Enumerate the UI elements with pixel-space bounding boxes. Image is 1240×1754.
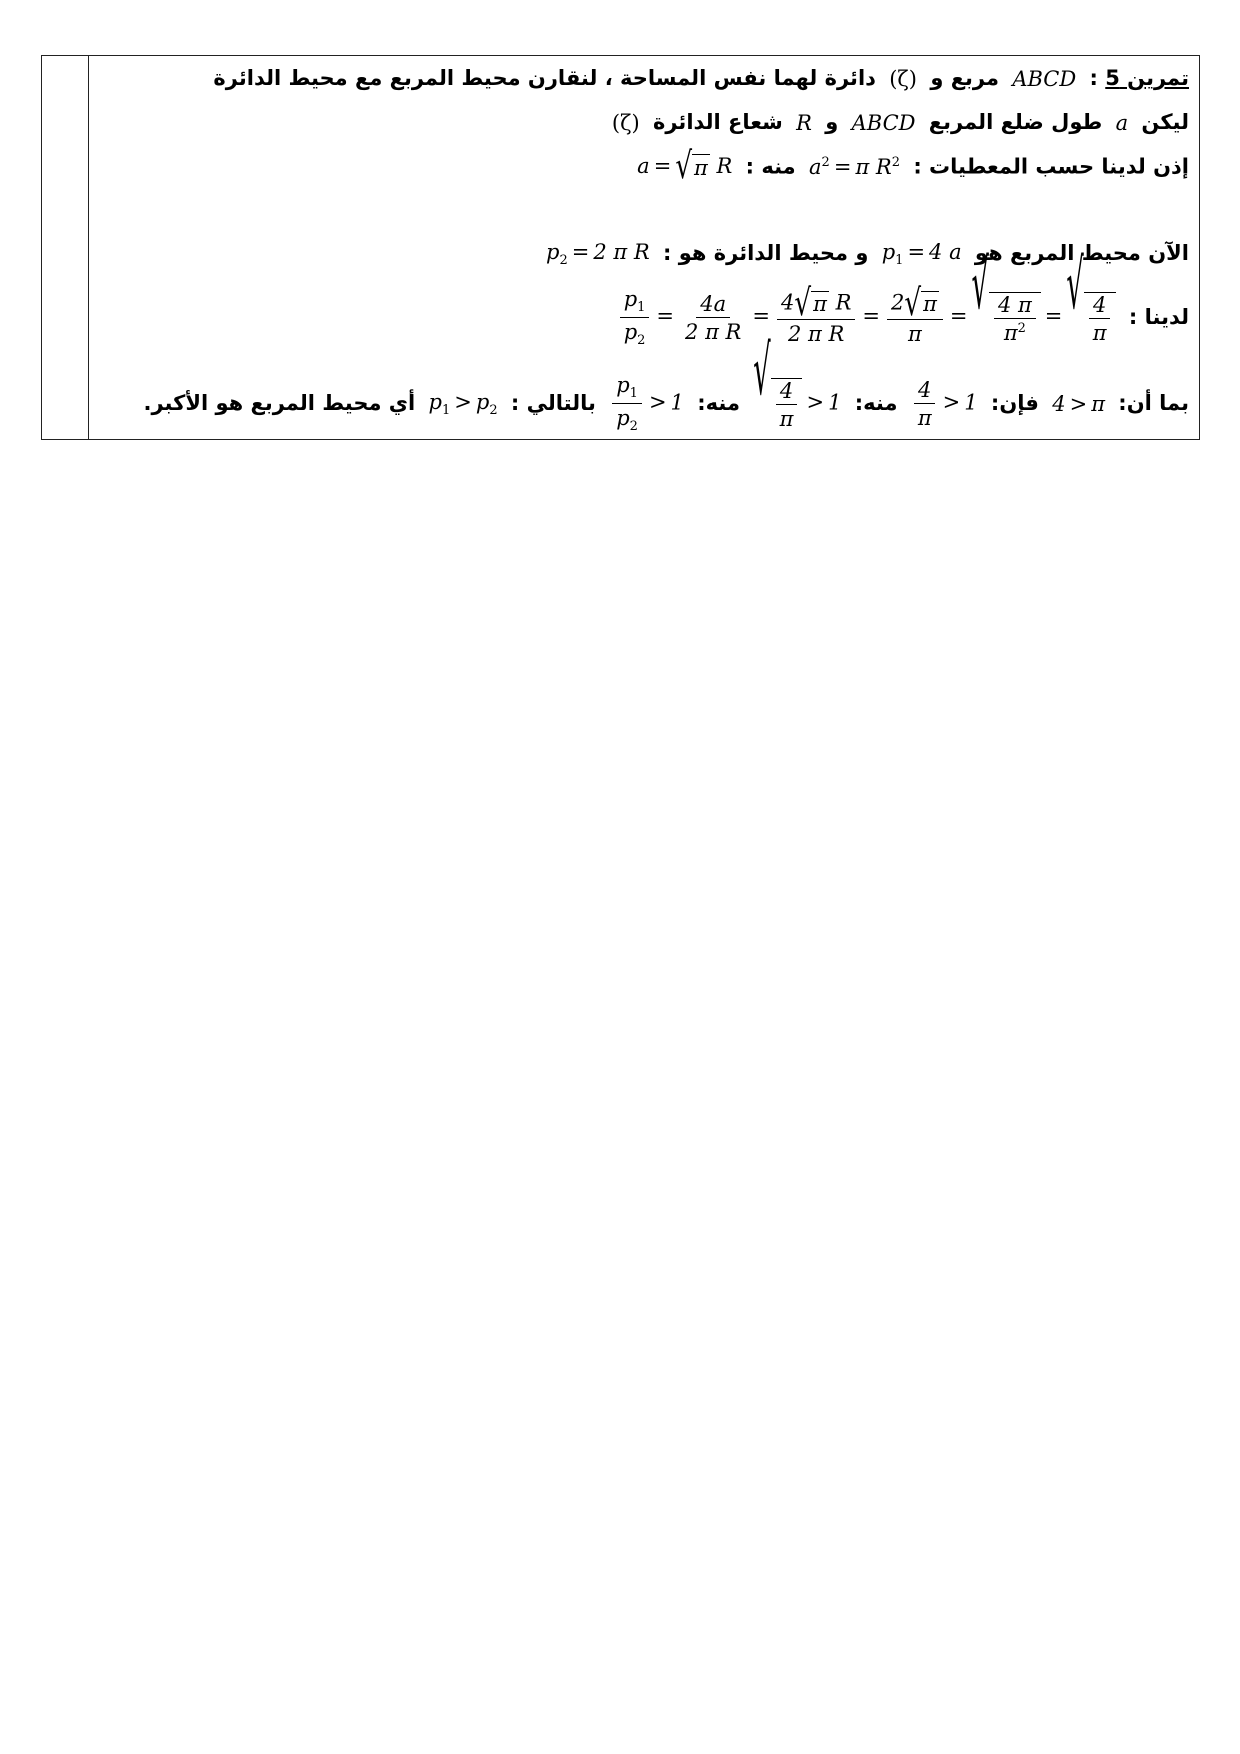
math-ratio-chain: $\frac{p_1}{p_2}$ = $\frac{4a}{\text{2 π R}}$ = 4 √ π R 2 π R = 2 √ π π = √ $\frac{4 \pi}{\pi^2}$ = √ $\frac{4}{\pi}$ xyxy=(617,288,1116,348)
text: أي محيط المربع هو الأكبر. xyxy=(143,390,416,415)
text: فإن: xyxy=(983,390,1039,415)
text: بما أن: xyxy=(1111,390,1189,415)
text: طول ضلع المربع xyxy=(921,110,1110,134)
math-abcd: ABCD xyxy=(851,111,916,135)
perimeters-line xyxy=(540,240,1189,268)
text: مربع و xyxy=(923,66,1007,90)
math-a: a xyxy=(1115,111,1129,135)
definition-line xyxy=(606,110,1189,135)
math-p1-gt-p2: $p_1 > p_2$ xyxy=(428,389,498,418)
text: و xyxy=(817,110,846,134)
text: لدينا : xyxy=(1121,304,1189,329)
math-ratio-gt-one: $\frac{p_1}{p_2}$ > 1 xyxy=(609,374,684,434)
text: منه: xyxy=(847,390,898,415)
margin-column xyxy=(42,56,89,439)
math-a-equals-sqrt-pi-r: a = √ π R xyxy=(637,146,733,189)
text: بالتالي : xyxy=(503,390,596,415)
text: الآن محيط المربع هو xyxy=(967,241,1189,266)
exercise-table xyxy=(41,55,1200,440)
exercise-title: تمرين 5 xyxy=(1105,66,1189,90)
text: و محيط الدائرة هو : xyxy=(655,241,869,266)
math-sqrt-gt-one: √ $\frac{4}{\pi}$ > 1 xyxy=(753,333,842,431)
area-equation-line xyxy=(631,146,1189,189)
conclusion-line xyxy=(143,333,1190,435)
math-zeta: (ζ) xyxy=(889,67,918,91)
math-zeta: (ζ) xyxy=(611,111,640,135)
text: ليكن xyxy=(1134,110,1189,134)
math-r: R xyxy=(796,111,812,135)
statement-line xyxy=(213,66,1189,91)
text: دائرة لهما نفس المساحة ، لنقارن محيط المربع مع محيط الدائرة xyxy=(213,66,884,90)
math-four-over-pi-gt-one: $\frac{4}{\pi}$ > 1 xyxy=(911,379,978,429)
math-four-gt-pi: 4 > π xyxy=(1052,391,1105,416)
colon: : xyxy=(1082,66,1106,90)
text: منه: xyxy=(689,390,740,415)
math-p2: $p_2 = 2$ π R xyxy=(546,240,650,269)
text: شعاع الدائرة xyxy=(645,110,791,134)
text: إذن لدينا حسب المعطيات : xyxy=(906,154,1189,179)
math-p1: $p_1 = 4$ a xyxy=(881,240,962,269)
text: منه : xyxy=(738,154,796,179)
exercise-content xyxy=(90,56,1199,439)
math-area-equality: $a^2 = \pi$ $R^2$ xyxy=(809,155,901,180)
math-abcd: ABCD xyxy=(1012,67,1077,91)
